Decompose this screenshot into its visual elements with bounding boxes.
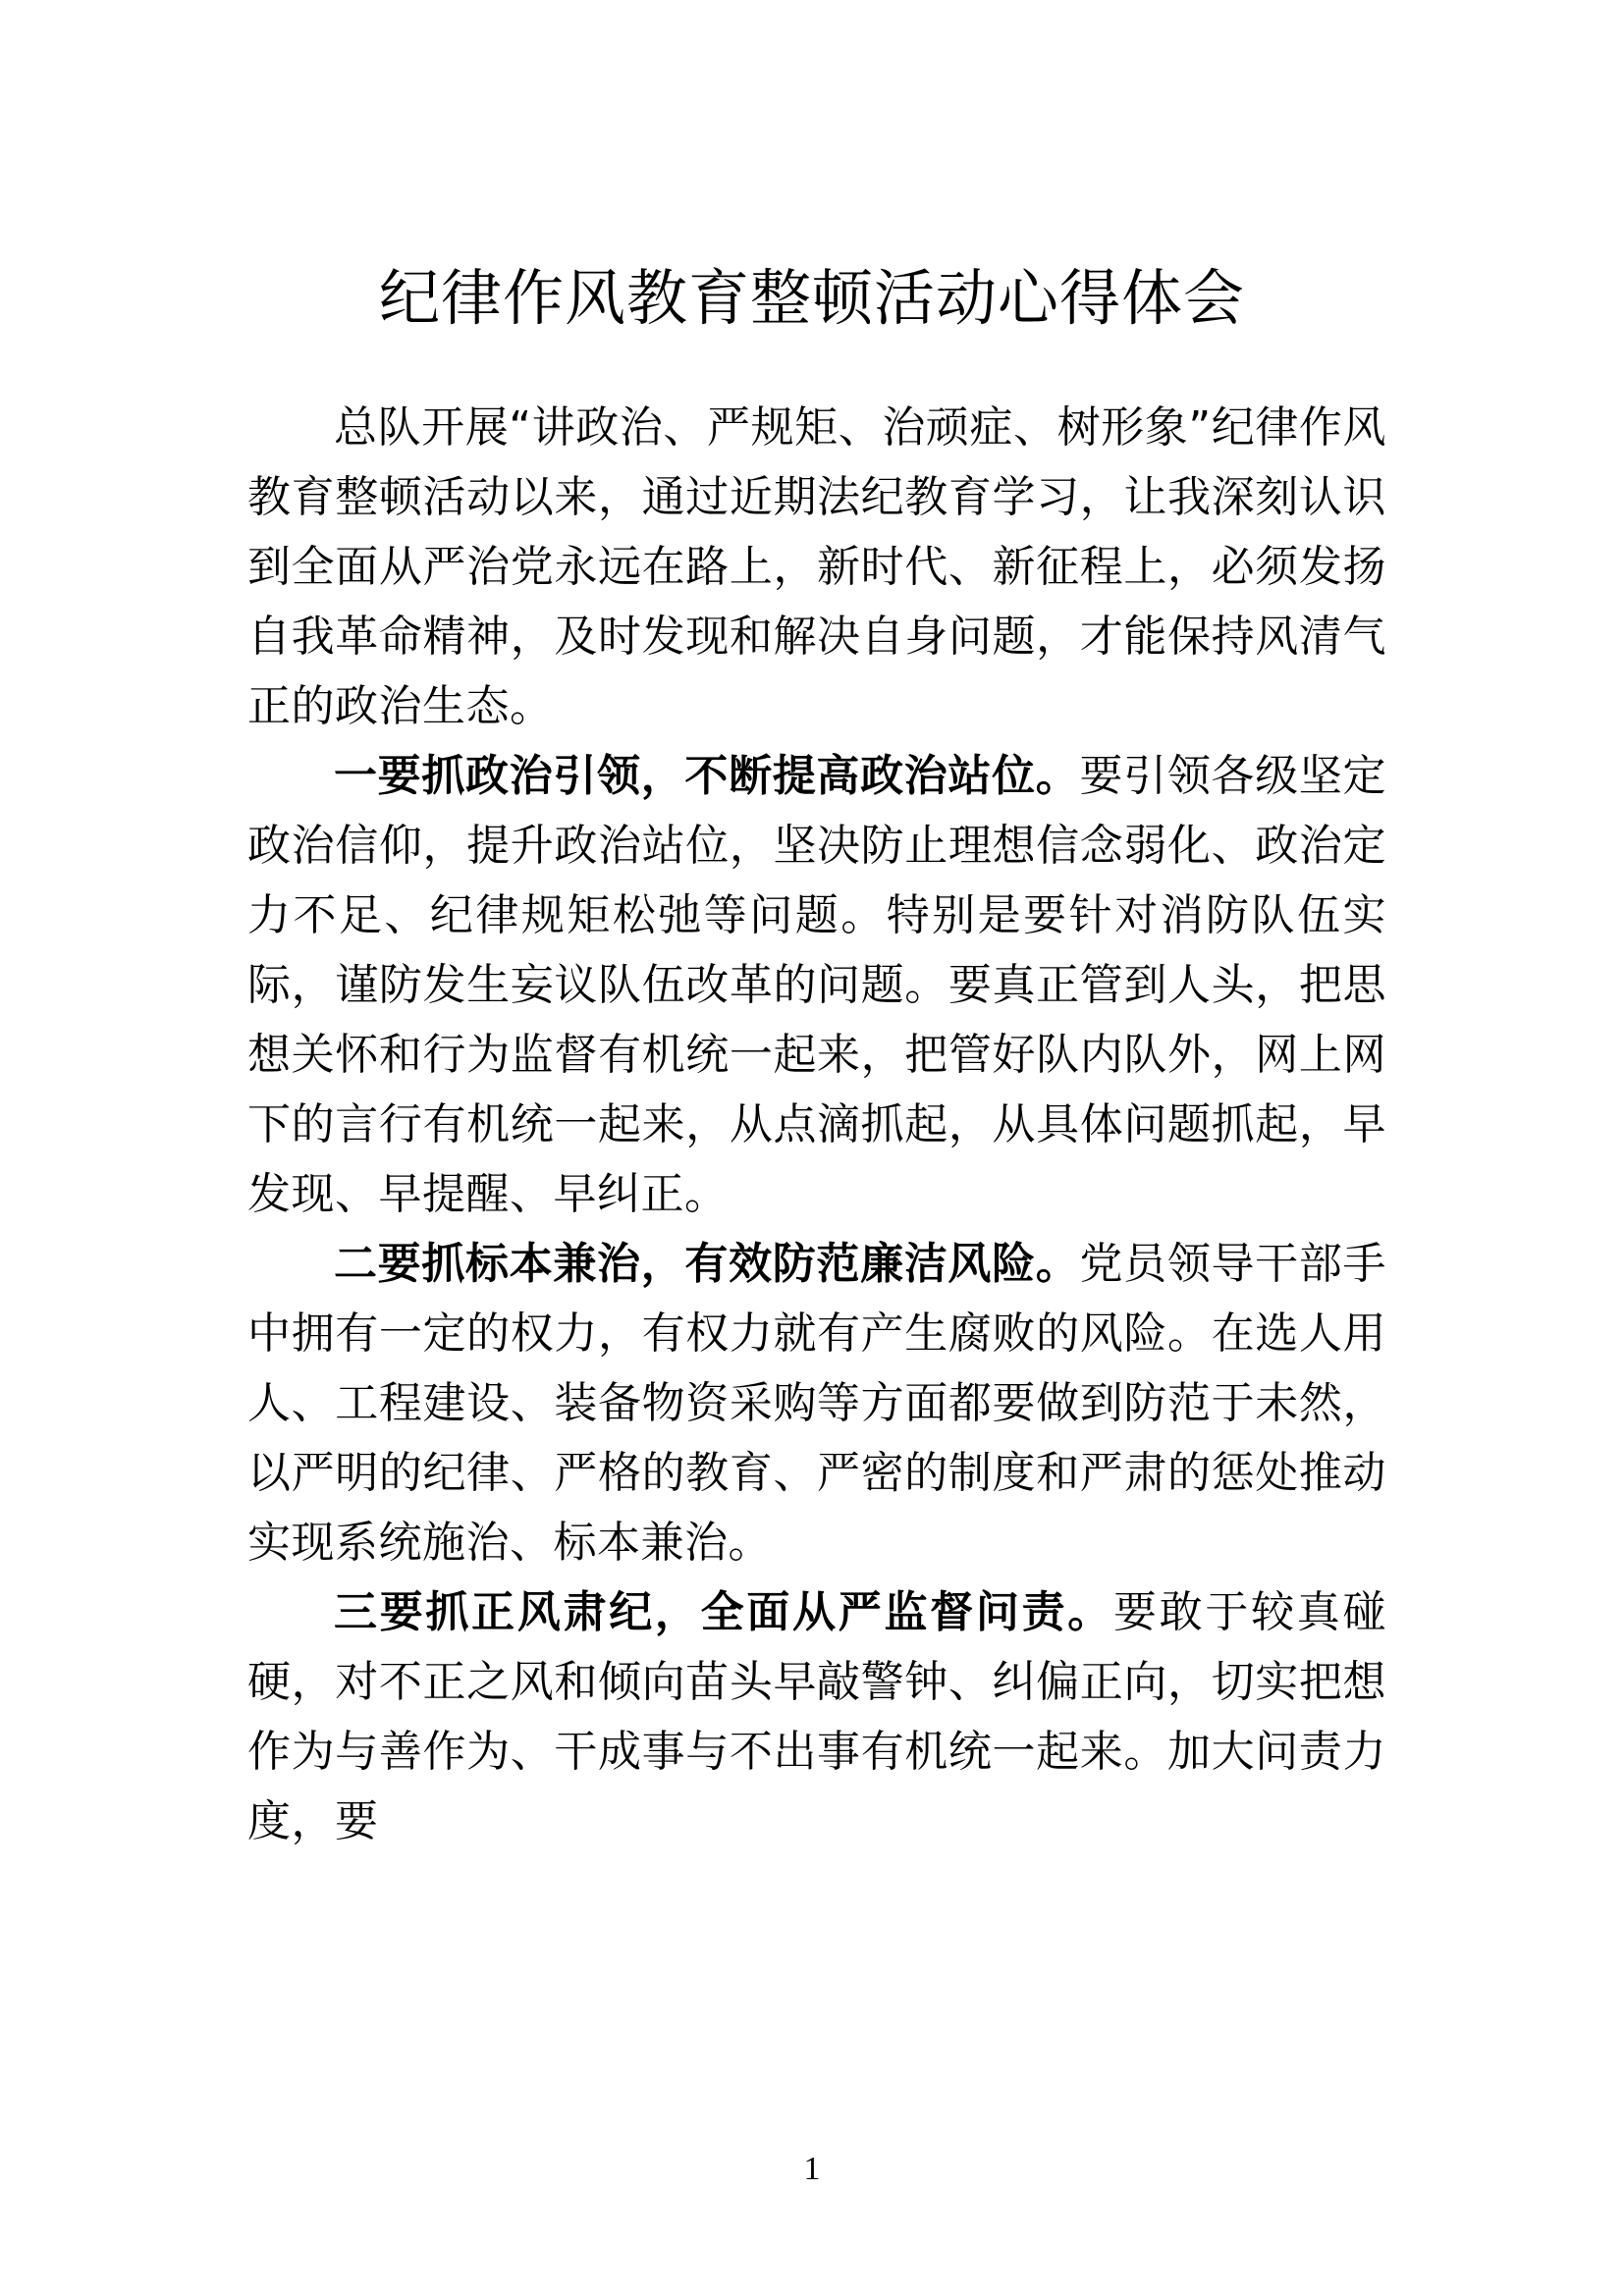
paragraph-text: 党员领导干部手中拥有一定的权力，有权力就有产生腐败的风险。在选人用人、工程建设、装备物资采购等方面都要做到防范于未然，以严明的纪律、严格的教育、严密的制度和严肃的惩处推动实现系统施治、标本兼治。 [247, 1239, 1387, 1568]
document-title: 纪律作风教育整顿活动心得体会 [378, 261, 1245, 334]
paragraph-point-2 [247, 1229, 1386, 1577]
paragraph-text: 要引领各级坚定政治信仰，提升政治站位，坚决防止理想信念弱化、政治定力不足、纪律规矩松弛等问题。特别是要针对消防队伍实际，谨防发生妄议队伍改革的问题。要真正管到人头，把思想关怀和行为监督有机统一起来，把管好队内队外，网上网下的言行有机统一起来，从点滴抓起，从具体问题抓起，早发现、早提醒、早纠正。 [247, 751, 1387, 1219]
paragraph-lead: 二要抓标本兼治，有效防范廉洁风险。 [334, 1239, 1080, 1289]
paragraph-text: 总队开展“讲政治、严规矩、治顽症、树形象”纪律作风教育整顿活动以来，通过近期法纪教育学习，让我深刻认识到全面从严治党永远在路上，新时代、新征程上，必须发扬自我革命精神，及时发现和解决自身问题，才能保持风清气正的政治生态。 [247, 402, 1386, 731]
paragraph-point-1 [247, 741, 1386, 1229]
paragraph-lead: 一要抓政治引领，不断提高政治站位。 [334, 751, 1080, 801]
document-body [247, 393, 1386, 1856]
paragraph-intro [247, 393, 1386, 741]
page-number: 1 [803, 2151, 821, 2187]
paragraph-lead: 三要抓正风肃纪，全面从严监督问责。 [334, 1587, 1113, 1637]
paragraph-point-3 [247, 1577, 1386, 1856]
paragraph-text: 要敢于较真碰硬，对不正之风和倾向苗头早敲警钟、纠偏正向，切实把想作为与善作为、干成事与不出事有机统一起来。加大问责力度，要 [247, 1587, 1387, 1846]
